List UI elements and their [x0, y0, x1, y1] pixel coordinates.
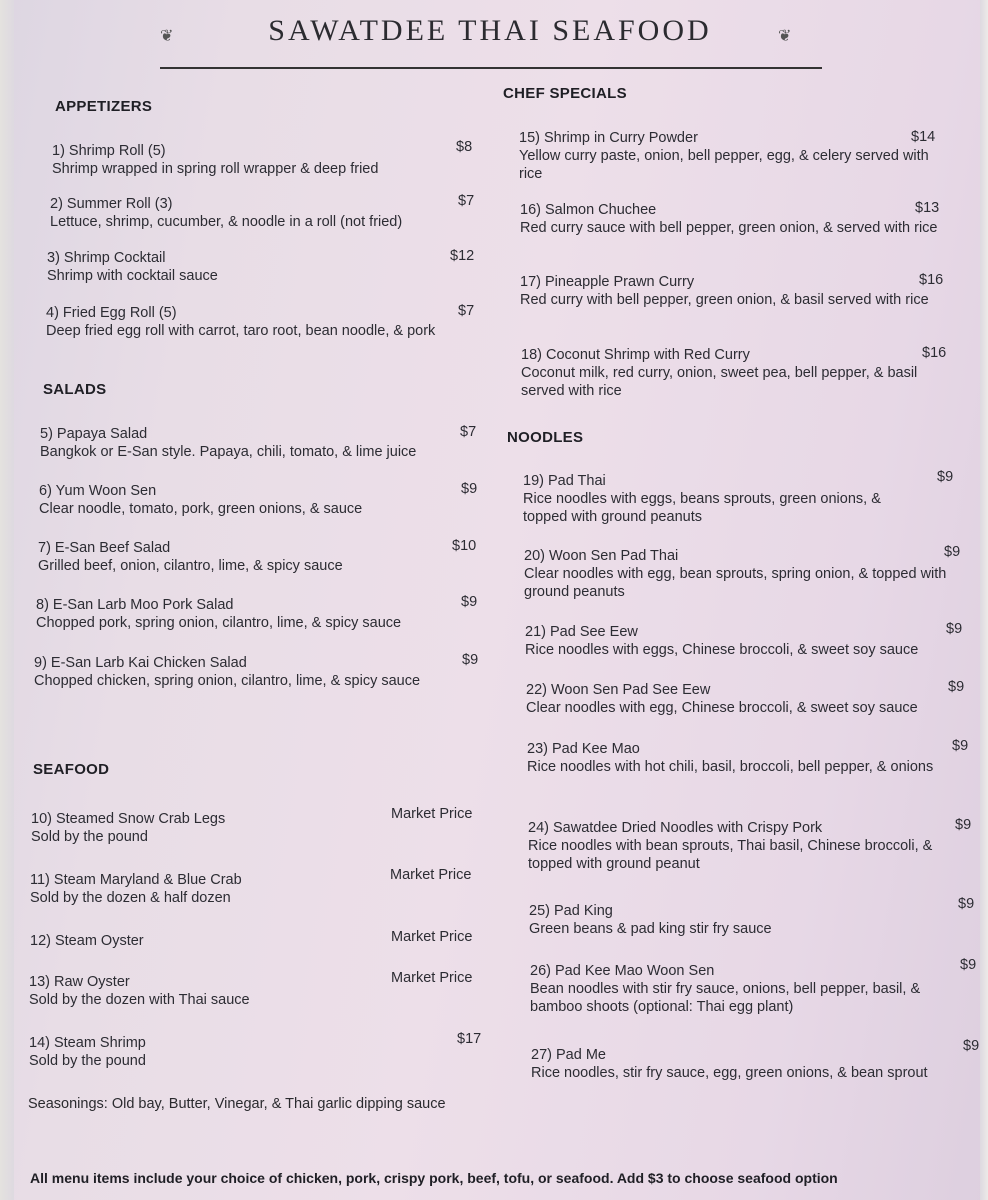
- menu-item-23-price: $9: [952, 738, 969, 754]
- menu-item-name: 25) Pad King: [529, 903, 613, 919]
- menu-item-name: 14) Steam Shrimp: [29, 1035, 146, 1051]
- menu-item-19: [523, 472, 923, 526]
- menu-item-10-price: Market Price: [391, 806, 473, 822]
- menu-item-description: Red curry sauce with bell pepper, green onion, & served with rice: [520, 220, 938, 236]
- menu-item-27-price: $9: [963, 1038, 980, 1054]
- menu-item-5: [40, 425, 470, 461]
- menu-item-12-price: Market Price: [391, 929, 473, 945]
- menu-item-17: [520, 273, 940, 309]
- menu-item-7: [38, 539, 458, 575]
- menu-item-name: 24) Sawatdee Dried Noodles with Crispy Pork: [528, 820, 823, 836]
- menu-item-9: [34, 654, 474, 690]
- menu-item-18-price: $16: [922, 345, 947, 361]
- menu-item-6-price: $9: [461, 481, 478, 497]
- menu-item-1: [52, 142, 472, 178]
- menu-item-description: Rice noodles with hot chili, basil, broccoli, bell pepper, & onions: [527, 759, 934, 775]
- menu-item-1-price: $8: [456, 139, 473, 155]
- menu-item-name: 10) Steamed Snow Crab Legs: [31, 811, 226, 827]
- menu-item-description: Chopped chicken, spring onion, cilantro, lime, & spicy sauce: [34, 673, 421, 689]
- menu-item-name: 21) Pad See Eew: [525, 624, 638, 640]
- menu-item-11-price: Market Price: [390, 867, 472, 883]
- menu-item-2: [50, 195, 470, 231]
- menu-item-name: 19) Pad Thai: [523, 473, 606, 489]
- section-heading-chef-specials: CHEF SPECIALS: [503, 85, 627, 102]
- menu-item-description: Clear noodle, tomato, pork, green onions, & sauce: [39, 501, 363, 517]
- menu-item-name: 8) E-San Larb Moo Pork Salad: [36, 597, 234, 613]
- menu-item-14: [29, 1034, 379, 1070]
- section-heading-noodles: NOODLES: [507, 429, 584, 446]
- seasonings-note: Seasonings: Old bay, Butter, Vinegar, & Thai garlic dipping sauce: [28, 1096, 446, 1112]
- menu-item-name: 12) Steam Oyster: [30, 933, 144, 949]
- menu-item-description: Chopped pork, spring onion, cilantro, lime, & spicy sauce: [36, 615, 402, 631]
- menu-item-description: Sold by the pound: [29, 1053, 146, 1069]
- menu-item-14-price: $17: [457, 1031, 482, 1047]
- menu-item-description: Rice noodles, stir fry sauce, egg, green onions, & bean sprout: [531, 1065, 928, 1081]
- menu-item-15-price: $14: [911, 129, 936, 145]
- menu-title: SAWATDEE THAI SEAFOOD: [268, 14, 712, 47]
- menu-item-description: Green beans & pad king stir fry sauce: [529, 921, 772, 937]
- menu-item-description: Rice noodles with bean sprouts, Thai basil, Chinese broccoli, & topped with ground peanut: [528, 838, 933, 872]
- menu-item-name: 23) Pad Kee Mao: [527, 741, 640, 757]
- menu-item-description: Lettuce, shrimp, cucumber, & noodle in a roll (not fried): [50, 214, 403, 230]
- menu-item-25: [529, 902, 929, 938]
- flourish-right-icon: ❦: [778, 26, 792, 45]
- menu-item-description: Shrimp with cocktail sauce: [47, 268, 218, 284]
- menu-item-description: Yellow curry paste, onion, bell pepper, egg, & celery served with rice: [519, 148, 929, 182]
- menu-item-12: [30, 932, 380, 950]
- menu-item-3-price: $12: [450, 248, 475, 264]
- menu-item-name: 7) E-San Beef Salad: [38, 540, 171, 556]
- menu-item-description: Shrimp wrapped in spring roll wrapper & deep fried: [52, 161, 379, 177]
- menu-item-name: 15) Shrimp in Curry Powder: [519, 130, 698, 146]
- menu-item-8-price: $9: [461, 594, 478, 610]
- menu-item-description: Grilled beef, onion, cilantro, lime, & spicy sauce: [38, 558, 343, 574]
- section-heading-salads: SALADS: [43, 381, 107, 398]
- flourish-left-icon: ❦: [160, 26, 174, 45]
- menu-item-10: [31, 810, 381, 846]
- menu-item-description: Bangkok or E-San style. Papaya, chili, tomato, & lime juice: [40, 444, 417, 460]
- title-divider: [160, 67, 822, 69]
- background-edge-left: [0, 0, 14, 1200]
- footer-note: All menu items include your choice of chicken, pork, crispy pork, beef, tofu, or seafood. Add $3 to choose seafood option: [30, 1170, 838, 1186]
- menu-item-22-price: $9: [948, 679, 965, 695]
- menu-item-name: 1) Shrimp Roll (5): [52, 143, 166, 159]
- menu-item-11: [30, 871, 380, 907]
- menu-item-16: [520, 201, 945, 237]
- menu-item-13-price: Market Price: [391, 970, 473, 986]
- menu-item-8: [36, 596, 466, 632]
- menu-item-description: Sold by the dozen & half dozen: [30, 890, 231, 906]
- menu-item-description: Sold by the pound: [31, 829, 148, 845]
- menu-item-24: [528, 819, 973, 873]
- menu-item-23: [527, 740, 937, 776]
- menu-item-name: 17) Pineapple Prawn Curry: [520, 274, 695, 290]
- menu-item-description: Rice noodles with eggs, beans sprouts, green onions, & topped with ground peanuts: [523, 491, 881, 525]
- menu-item-25-price: $9: [958, 896, 975, 912]
- menu-item-3: [47, 249, 467, 285]
- menu-item-16-price: $13: [915, 200, 940, 216]
- menu-item-name: 27) Pad Me: [531, 1047, 606, 1063]
- menu-item-20: [524, 547, 964, 601]
- menu-item-description: Deep fried egg roll with carrot, taro root, bean noodle, & pork: [46, 323, 436, 339]
- menu-item-21-price: $9: [946, 621, 963, 637]
- menu-item-name: 16) Salmon Chuchee: [520, 202, 657, 218]
- menu-item-18: [521, 346, 955, 400]
- menu-item-2-price: $7: [458, 193, 475, 209]
- menu-item-name: 5) Papaya Salad: [40, 426, 148, 442]
- menu-item-4-price: $7: [458, 303, 475, 319]
- menu-item-name: 13) Raw Oyster: [29, 974, 130, 990]
- menu-item-name: 4) Fried Egg Roll (5): [46, 305, 177, 321]
- menu-item-27: [531, 1046, 986, 1082]
- menu-item-name: 20) Woon Sen Pad Thai: [524, 548, 679, 564]
- menu-item-name: 2) Summer Roll (3): [50, 196, 173, 212]
- menu-item-name: 18) Coconut Shrimp with Red Curry: [521, 347, 750, 363]
- section-heading-appetizers: APPETIZERS: [55, 98, 153, 115]
- menu-item-description: Clear noodles with egg, Chinese broccoli, & sweet soy sauce: [526, 700, 918, 716]
- menu-item-4: [46, 304, 486, 340]
- menu-item-description: Sold by the dozen with Thai sauce: [29, 992, 250, 1008]
- menu-item-13: [29, 973, 379, 1009]
- menu-item-name: 26) Pad Kee Mao Woon Sen: [530, 963, 715, 979]
- menu-item-20-price: $9: [944, 544, 961, 560]
- menu-item-5-price: $7: [460, 424, 477, 440]
- menu-item-7-price: $10: [452, 538, 477, 554]
- menu-item-19-price: $9: [937, 469, 954, 485]
- background-edge-right: [980, 0, 988, 1200]
- menu-item-26-price: $9: [960, 957, 977, 973]
- menu-item-description: Red curry with bell pepper, green onion, & basil served with rice: [520, 292, 929, 308]
- menu-item-name: 22) Woon Sen Pad See Eew: [526, 682, 711, 698]
- menu-item-22: [526, 681, 971, 717]
- menu-item-24-price: $9: [955, 817, 972, 833]
- menu-item-17-price: $16: [919, 272, 944, 288]
- section-heading-seafood: SEAFOOD: [33, 761, 110, 778]
- menu-item-description: Coconut milk, red curry, onion, sweet pea, bell pepper, & basil served with rice: [521, 365, 918, 399]
- menu-item-description: Clear noodles with egg, bean sprouts, spring onion, & topped with ground peanuts: [524, 566, 947, 600]
- menu-item-name: 3) Shrimp Cocktail: [47, 250, 166, 266]
- menu-item-description: Bean noodles with stir fry sauce, onions, bell pepper, basil, & bamboo shoots (optional: Thai egg plant): [530, 981, 921, 1015]
- menu-item-name: 9) E-San Larb Kai Chicken Salad: [34, 655, 247, 671]
- menu-item-21: [525, 623, 970, 659]
- menu-item-name: 6) Yum Woon Sen: [39, 483, 157, 499]
- menu-item-name: 11) Steam Maryland & Blue Crab: [30, 872, 242, 888]
- menu-item-6: [39, 482, 459, 518]
- menu-item-description: Rice noodles with eggs, Chinese broccoli, & sweet soy sauce: [525, 642, 919, 658]
- menu-item-9-price: $9: [462, 652, 479, 668]
- menu-item-26: [530, 962, 975, 1016]
- menu-item-15: [519, 129, 939, 183]
